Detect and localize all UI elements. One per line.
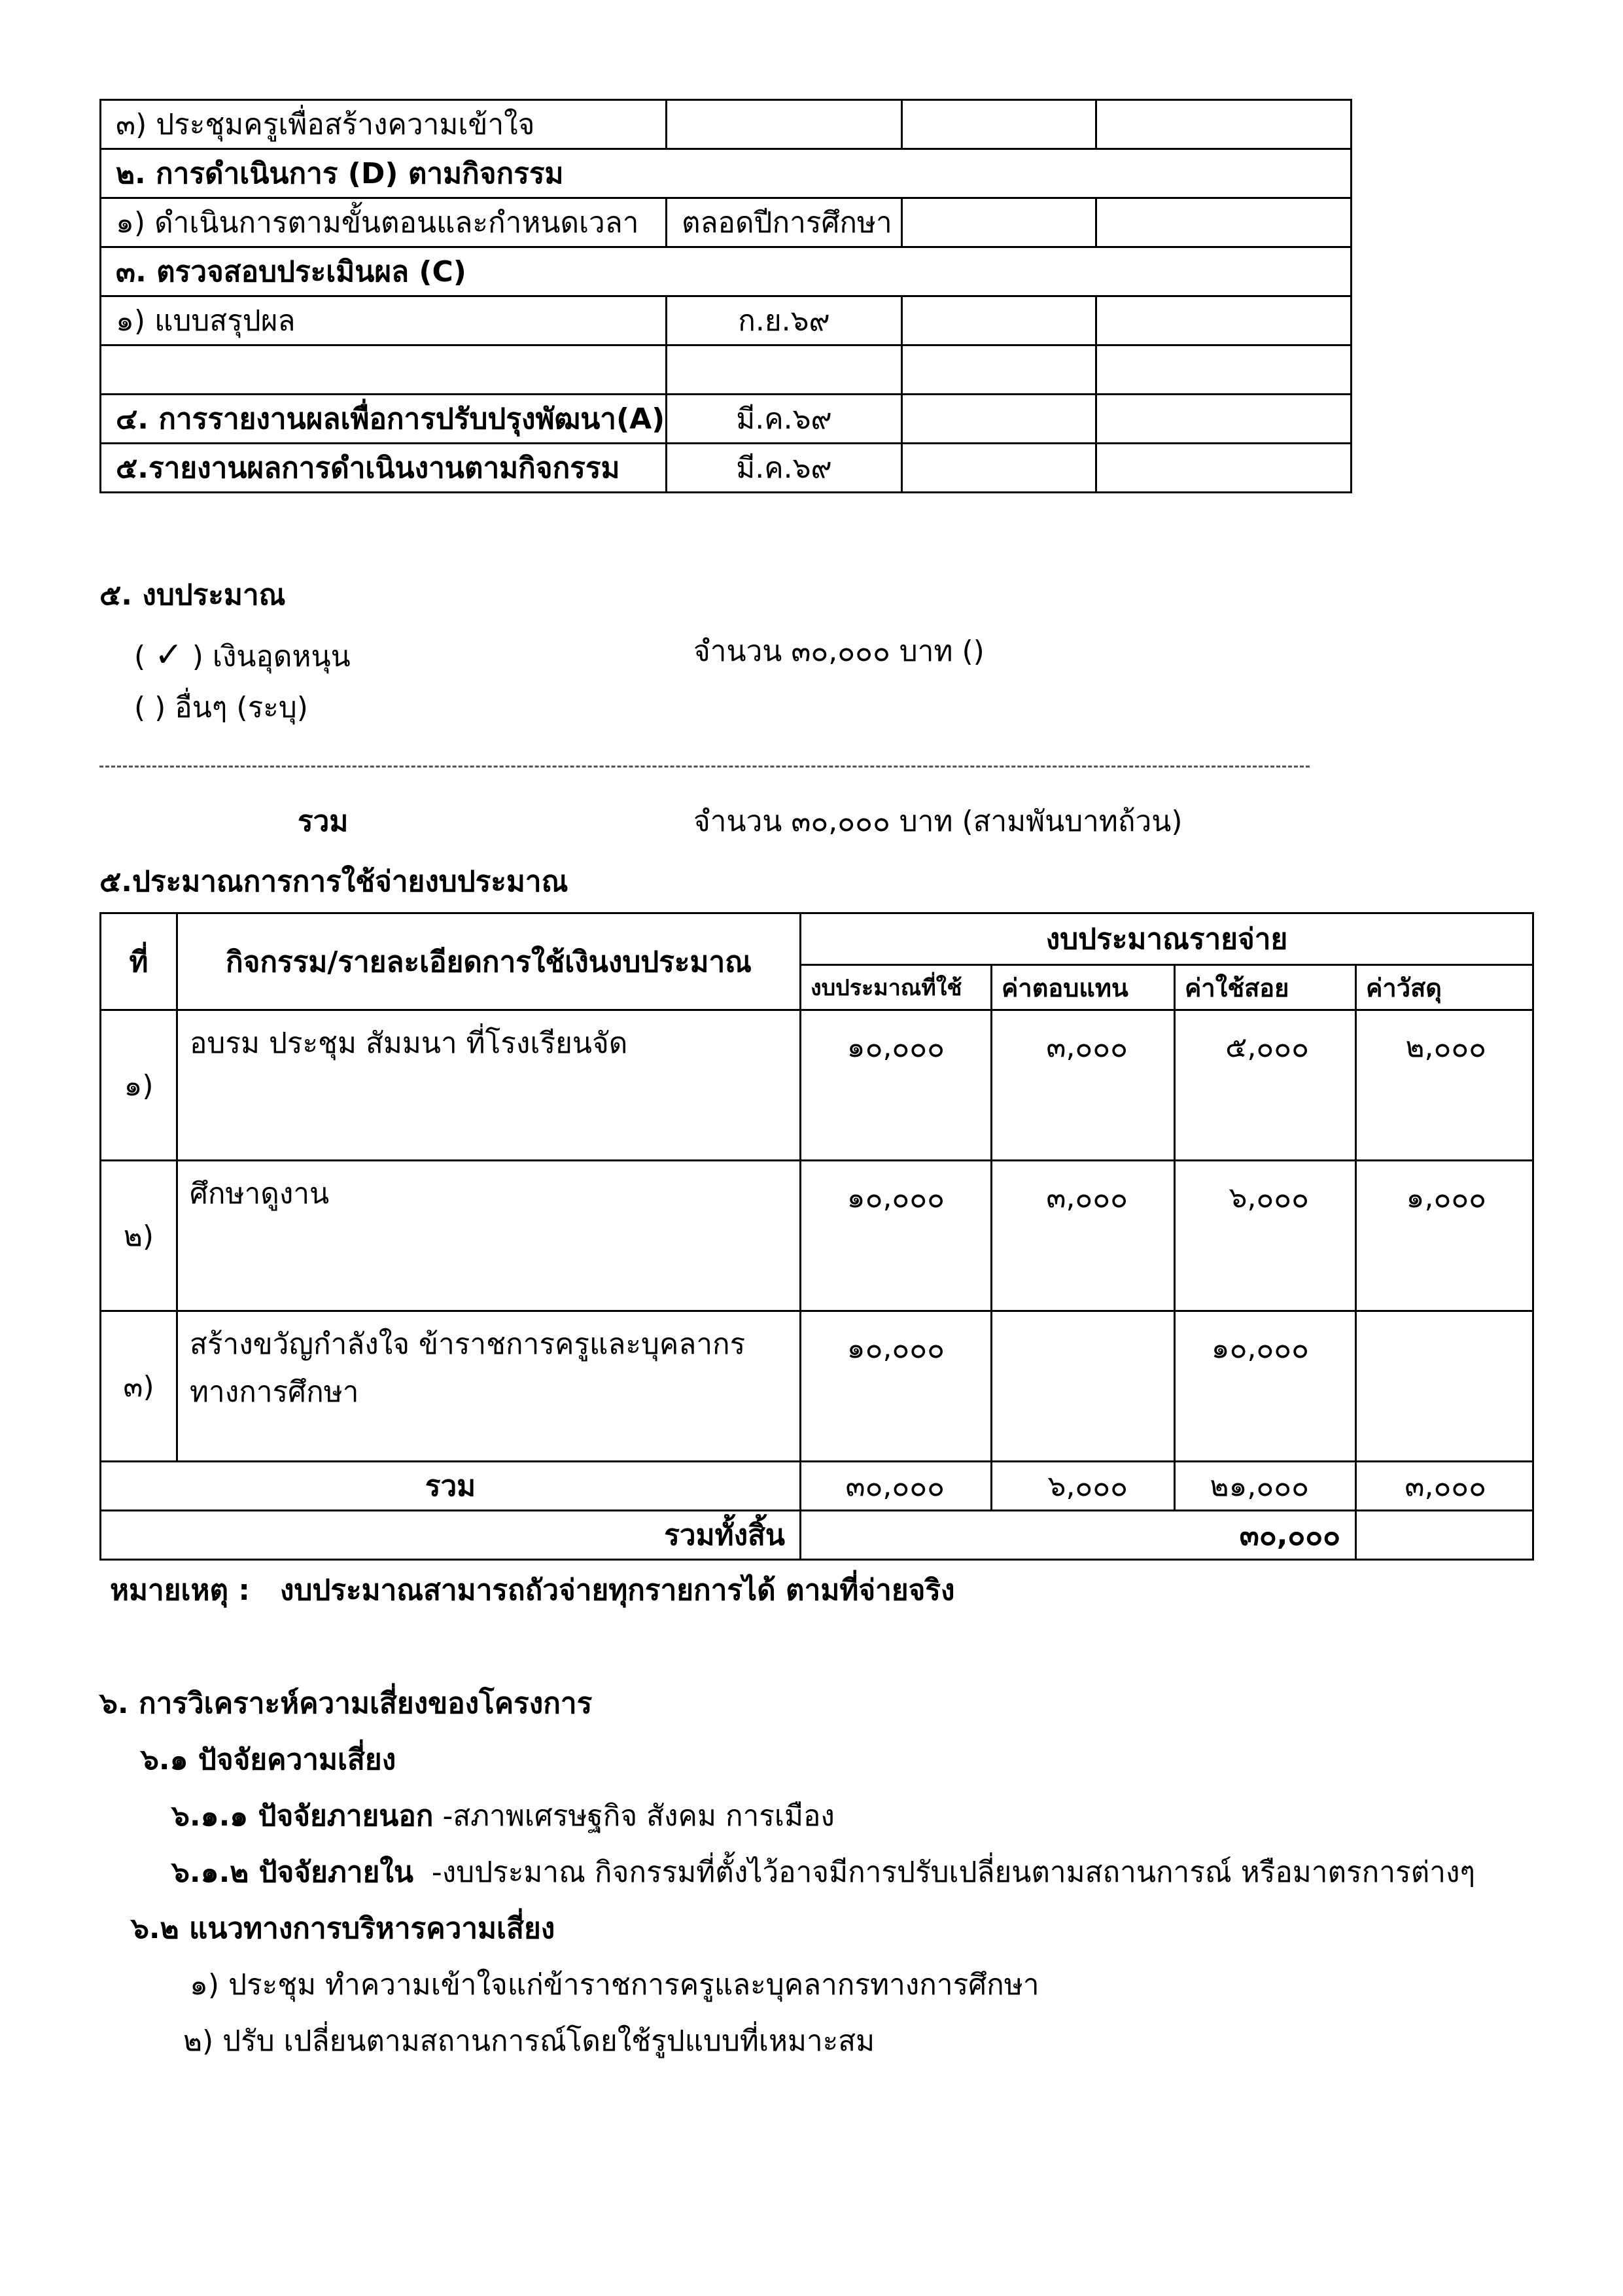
budget-total-amount: จำนวน ๓๐,๐๐๐ บาท (สามพันบาทถ้วน) xyxy=(693,805,1183,838)
estimate-expense: ๕,๐๐๐ xyxy=(1175,1010,1356,1161)
schedule-row xyxy=(101,198,1352,247)
budget-estimate-table xyxy=(99,912,1534,1561)
schedule-empty-cell xyxy=(902,444,1096,493)
grand-total-label: รวมทั้งสิ้น xyxy=(101,1511,801,1560)
schedule-activity xyxy=(101,345,667,395)
schedule-empty-cell xyxy=(1096,296,1352,345)
estimate-used: ๑๐,๐๐๐ xyxy=(801,1311,992,1462)
header-activity: กิจกรรม/รายละเอียดการใช้เงินงบประมาณ xyxy=(177,913,801,1010)
schedule-period: มี.ค.๖๙ xyxy=(667,444,902,493)
grand-total-empty xyxy=(1356,1511,1533,1560)
estimate-activity: สร้างขวัญกำลังใจ ข้าราชการครูและบุคลากรทางการศึกษา xyxy=(177,1311,801,1462)
risk-external-text: -สภาพเศรษฐกิจ สังคม การเมือง xyxy=(433,1799,835,1833)
estimate-no: ๓) xyxy=(101,1311,177,1462)
risk-factors-heading: ๖.๑ ปัจจัยความเสี่ยง xyxy=(141,1743,396,1776)
schedule-period: มี.ค.๖๙ xyxy=(667,395,902,444)
schedule-period xyxy=(667,100,902,149)
estimate-expense: ๖,๐๐๐ xyxy=(1175,1161,1356,1311)
schedule-section-row xyxy=(101,149,1352,198)
budget-option-subsidy xyxy=(134,635,351,675)
estimate-material: ๑,๐๐๐ xyxy=(1356,1161,1533,1311)
paren-open: ( xyxy=(134,640,146,673)
schedule-empty-cell xyxy=(902,345,1096,395)
schedule-row xyxy=(101,296,1352,345)
subsidy-label: ) เงินอุดหนุน xyxy=(192,640,351,673)
header-row-1 xyxy=(101,913,1533,965)
dashed-divider xyxy=(99,766,1310,768)
estimate-used: ๑๐,๐๐๐ xyxy=(801,1161,992,1311)
header-used: งบประมาณที่ใช้ xyxy=(801,965,992,1010)
schedule-period: ตลอดปีการศึกษา xyxy=(667,198,902,247)
subsidy-amount: จำนวน ๓๐,๐๐๐ บาท () xyxy=(693,635,985,668)
schedule-activity: ๑) ดำเนินการตามขั้นตอนและกำหนดเวลา xyxy=(101,198,667,247)
estimate-material: ๒,๐๐๐ xyxy=(1356,1010,1533,1161)
risk-management-item-2: ๒) ปรับ เปลี่ยนตามสถานการณ์โดยใช้รูปแบบที่เหมาะสม xyxy=(183,2024,875,2058)
schedule-row xyxy=(101,100,1352,149)
schedule-activity: ๔. การรายงานผลเพื่อการปรับปรุงพัฒนา(A) xyxy=(101,395,667,444)
estimate-heading: ๕.ประมาณการการใช้จ่ายงบประมาณ xyxy=(99,865,568,898)
budget-note: หมายเหตุ : งบประมาณสามารถถัวจ่ายทุกรายการได้ ตามที่จ่ายจริง xyxy=(110,1574,955,1607)
schedule-empty-cell xyxy=(902,100,1096,149)
total-compensation: ๖,๐๐๐ xyxy=(992,1462,1175,1511)
schedule-table xyxy=(99,99,1352,493)
estimate-row xyxy=(101,1311,1533,1462)
schedule-section-row xyxy=(101,247,1352,296)
estimate-compensation: ๓,๐๐๐ xyxy=(992,1161,1175,1311)
estimate-row xyxy=(101,1010,1533,1161)
schedule-section-label: ๓. ตรวจสอบประเมินผล (C) xyxy=(101,247,1352,296)
schedule-empty-cell xyxy=(1096,100,1352,149)
header-no: ที่ xyxy=(101,913,177,1010)
risk-external xyxy=(171,1799,835,1834)
schedule-empty-cell xyxy=(902,198,1096,247)
risk-internal-text: -งบประมาณ กิจกรรมที่ตั้งไว้อาจมีการปรับเปลี่ยนตามสถานการณ์ หรือมาตรการต่างๆ xyxy=(413,1856,1476,1889)
schedule-empty-cell xyxy=(1096,395,1352,444)
check-mark-icon: ✓ xyxy=(154,635,183,675)
schedule-activity: ๓) ประชุมครูเพื่อสร้างความเข้าใจ xyxy=(101,100,667,149)
total-label: รวม xyxy=(101,1462,801,1511)
risk-management-item-1: ๑) ประชุม ทำความเข้าใจแก่ข้าราชการครูและบุคลากรทางการศึกษา xyxy=(190,1968,1039,2002)
schedule-empty-cell xyxy=(902,296,1096,345)
estimate-activity: อบรม ประชุม สัมมนา ที่โรงเรียนจัด xyxy=(177,1010,801,1161)
schedule-row xyxy=(101,345,1352,395)
schedule-body xyxy=(101,100,1352,493)
budget-option-other: ( ) อื่นๆ (ระบุ) xyxy=(134,691,308,724)
schedule-period xyxy=(667,345,902,395)
schedule-row xyxy=(101,395,1352,444)
estimate-compensation xyxy=(992,1311,1175,1462)
estimate-body xyxy=(101,1010,1533,1462)
estimate-used: ๑๐,๐๐๐ xyxy=(801,1010,992,1161)
estimate-no: ๑) xyxy=(101,1010,177,1161)
schedule-section-label: ๒. การดำเนินการ (D) ตามกิจกรรม xyxy=(101,149,1352,198)
schedule-empty-cell xyxy=(1096,198,1352,247)
total-row xyxy=(101,1462,1533,1511)
estimate-no: ๒) xyxy=(101,1161,177,1311)
grand-total-row xyxy=(101,1511,1533,1560)
total-expense: ๒๑,๐๐๐ xyxy=(1175,1462,1356,1511)
header-compensation: ค่าตอบแทน xyxy=(992,965,1175,1010)
schedule-row xyxy=(101,444,1352,493)
budget-total-label: รวม xyxy=(298,805,349,838)
budget-heading: ๕. งบประมาณ xyxy=(99,578,286,612)
header-expense: ค่าใช้สอย xyxy=(1175,965,1356,1010)
header-material: ค่าวัสดุ xyxy=(1356,965,1533,1010)
schedule-empty-cell xyxy=(902,395,1096,444)
risk-management-heading: ๖.๒ แนวทางการบริหารความเสี่ยง xyxy=(131,1912,555,1945)
estimate-material xyxy=(1356,1311,1533,1462)
total-used: ๓๐,๐๐๐ xyxy=(801,1462,992,1511)
schedule-empty-cell xyxy=(1096,444,1352,493)
risk-heading: ๖. การวิเคราะห์ความเสี่ยงของโครงการ xyxy=(99,1687,593,1720)
estimate-expense: ๑๐,๐๐๐ xyxy=(1175,1311,1356,1462)
header-budget-group: งบประมาณรายจ่าย xyxy=(801,913,1533,965)
schedule-activity: ๕.รายงานผลการดำเนินงานตามกิจกรรม xyxy=(101,444,667,493)
risk-internal xyxy=(171,1856,1475,1890)
estimate-activity: ศึกษาดูงาน xyxy=(177,1161,801,1311)
schedule-empty-cell xyxy=(1096,345,1352,395)
risk-external-label: ๖.๑.๑ ปัจจัยภายนอก xyxy=(171,1799,434,1833)
estimate-compensation: ๓,๐๐๐ xyxy=(992,1010,1175,1161)
estimate-row xyxy=(101,1161,1533,1311)
schedule-activity: ๑) แบบสรุปผล xyxy=(101,296,667,345)
schedule-period: ก.ย.๖๙ xyxy=(667,296,902,345)
risk-internal-label: ๖.๑.๒ ปัจจัยภายใน xyxy=(171,1856,413,1889)
grand-total-value: ๓๐,๐๐๐ xyxy=(801,1511,1356,1560)
total-material: ๓,๐๐๐ xyxy=(1356,1462,1533,1511)
